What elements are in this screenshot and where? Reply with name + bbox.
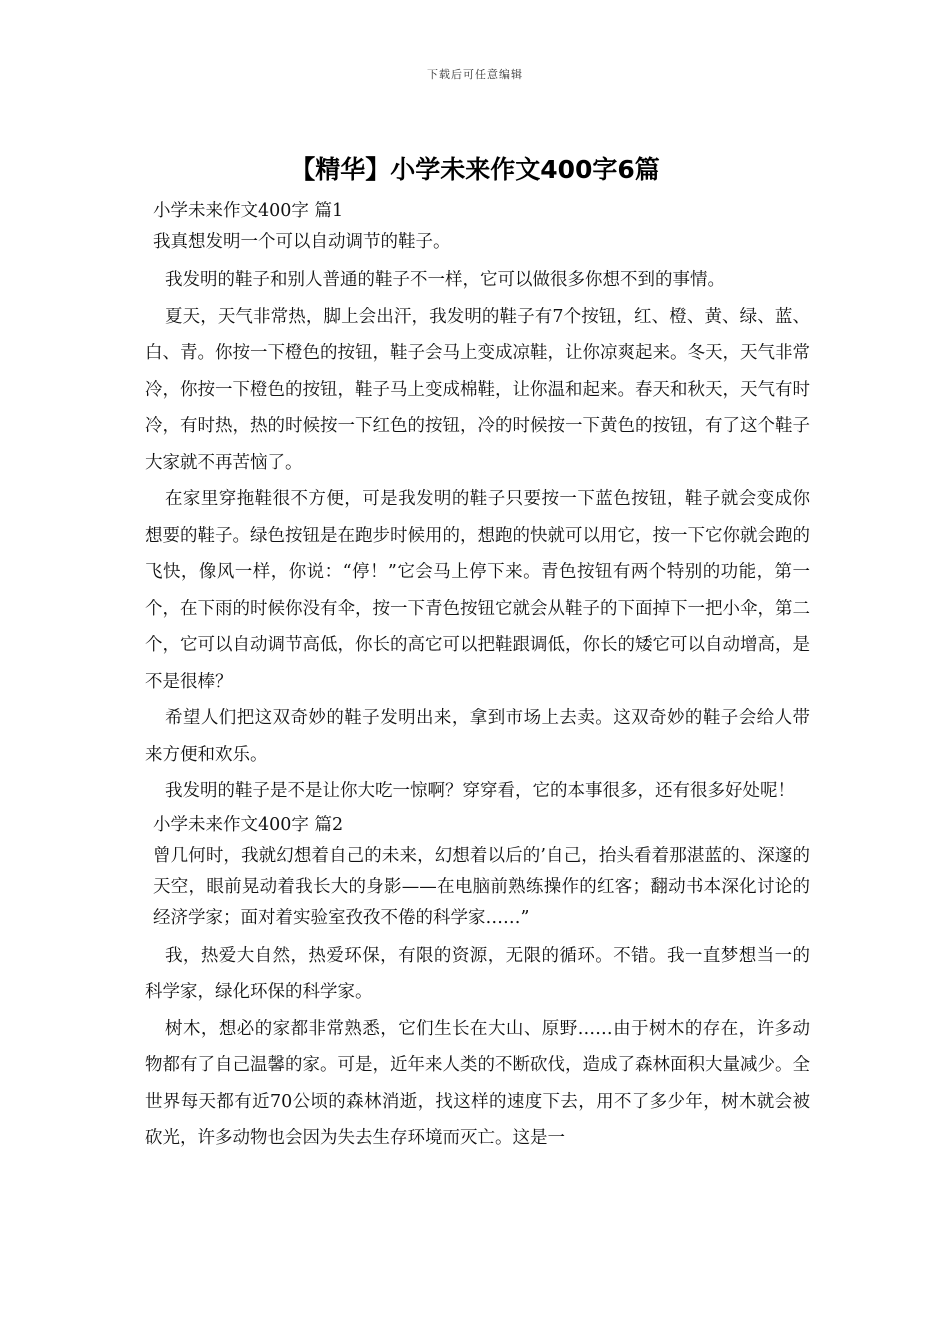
paragraph: 希望人们把这双奇妙的鞋子发明出来，拿到市场上去卖。这双奇妙的鞋子会给人带来方便和欢乐。	[145, 708, 810, 765]
paragraph: 曾几何时，我就幻想着自己的未来，幻想着以后的’自己，抬头看着那湛蓝的、深邃的天空，眼前晃动着我长大的身影——在电脑前熟练操作的红客；翻动书本深化讨论的经济学家；面对着实验室孜孜不倦的科学家……”	[153, 845, 810, 928]
paragraph: 在家里穿拖鞋很不方便，可是我发明的鞋子只要按一下蓝色按钮，鞋子就会变成你想要的鞋子。绿色按钮是在跑步时候用的，想跑的快就可以用它，按一下它你就会跑的飞快，像风一样，你说：“停！”它会马上停下来。青色按钮有两个特别的功能，第一个，在下雨的时候你没有伞，按一下青色按钮它就会从鞋子的下面掉下一把小伞，第二个，它可以自动调节高低，你长的高它可以把鞋跟调低，你长的矮它可以自动增高，是不是很棒？	[145, 489, 810, 692]
document-title: 【精华】小学未来作文400字6篇	[290, 155, 660, 184]
section-heading: 小学未来作文400字 篇2	[153, 814, 344, 835]
header-note: 下载后可任意编辑	[427, 68, 523, 81]
section-heading: 小学未来作文400字 篇1	[153, 201, 344, 221]
paragraph: 树木，想必的家都非常熟悉，它们生长在大山、原野……由于树木的存在，许多动物都有了自己温馨的家。可是，近年来人类的不断砍伐，造成了森林面积大量减少。全世界每天都有近70公顷的森林消逝，找这样的速度下去，用不了多少年，树木就会被砍光，许多动物也会因为失去生存环境而灭亡。这是一	[145, 1018, 810, 1148]
paragraph: 我发明的鞋子是不是让你大吃一惊啊？穿穿看，它的本事很多，还有很多好处呢！	[165, 781, 795, 801]
paragraph: 我真想发明一个可以自动调节的鞋子。	[153, 232, 451, 252]
paragraph: 我发明的鞋子和别人普通的鞋子不一样，它可以做很多你想不到的事情。	[165, 270, 725, 290]
paragraph: 夏天，天气非常热，脚上会出汗，我发明的鞋子有7个按钮，红、橙、黄、绿、蓝、白、青。你按一下橙色的按钮，鞋子会马上变成凉鞋，让你凉爽起来。冬天，天气非常冷，你按一下橙色的按钮，鞋子马上变成棉鞋，让你温和起来。春天和秋天，天气有时冷，有时热，热的时候按一下红色的按钮，冷的时候按一下黄色的按钮，有了这个鞋子大家就不再苦恼了。	[145, 306, 810, 473]
paragraph: 我，热爱大自然，热爱环保，有限的资源，无限的循环。不错。我一直梦想当一的科学家，绿化环保的科学家。	[145, 945, 810, 1002]
document-body	[145, 196, 810, 1157]
